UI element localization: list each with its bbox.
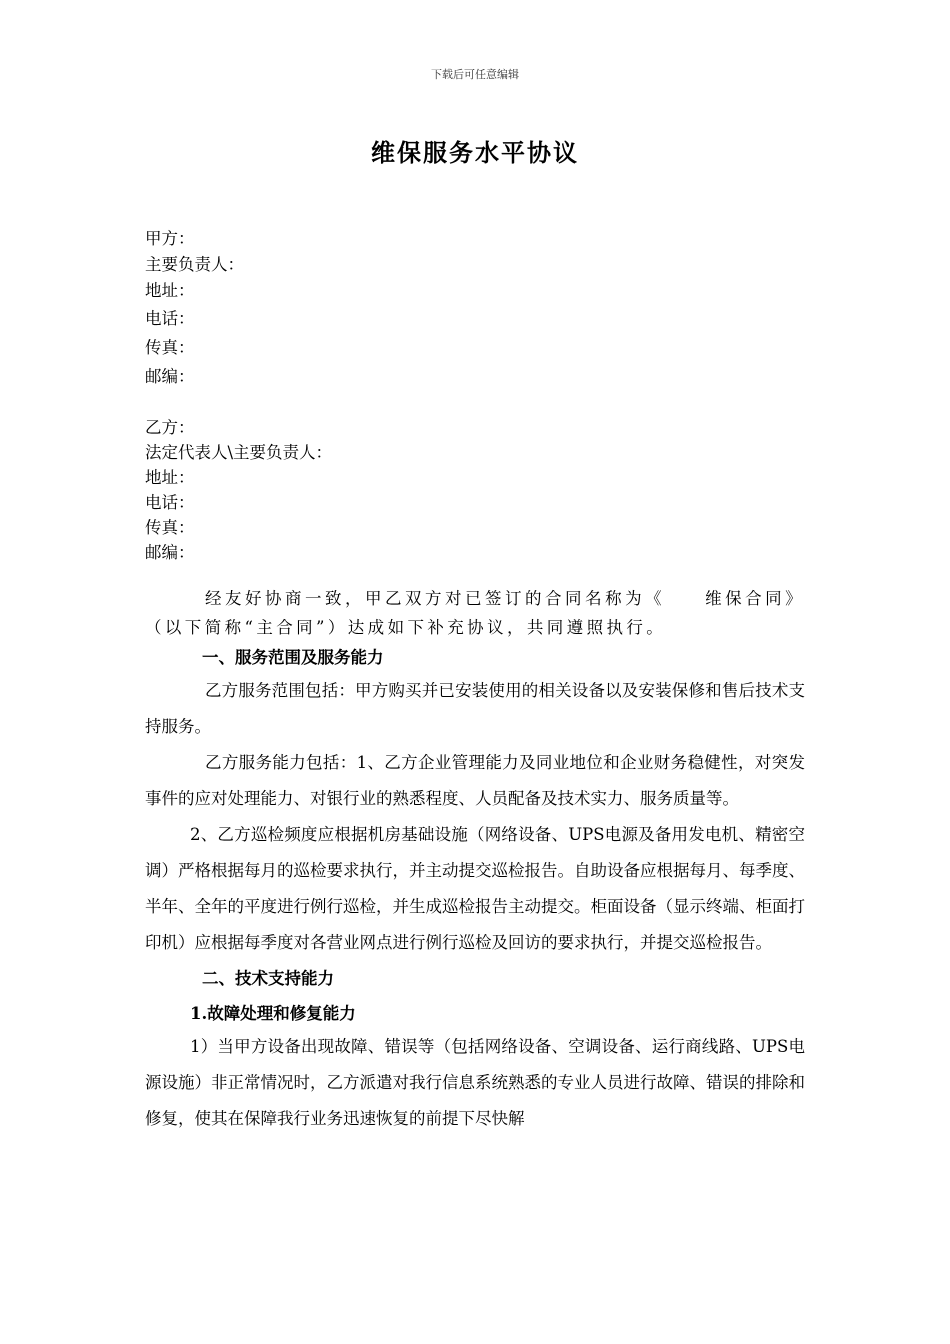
party-a-name-label: 甲方： xyxy=(145,229,195,248)
party-b-postcode-label: 邮编： xyxy=(145,543,195,562)
party-b-fax-label: 传真： xyxy=(145,518,195,537)
document-title: 维保服务水平协议 xyxy=(371,138,579,167)
section-2-heading: 二、技术支持能力 xyxy=(202,969,334,988)
party-b-info xyxy=(145,415,810,565)
party-a-postcode-label: 邮编： xyxy=(145,367,195,386)
fault-handling-paragraph: 1）当甲方设备出现故障、错误等（包括网络设备、空调设备、运行商线路、UPS电源设施）非正常情况时，乙方派遣对我行信息系统熟悉的专业人员进行故障、错误的排除和修复，使其在保障我行业务迅速恢复的前提下尽快解 xyxy=(145,1037,805,1128)
party-b-phone-label: 电话： xyxy=(145,493,195,512)
party-a-address-label: 地址： xyxy=(145,281,195,300)
service-scope-paragraph: 乙方服务范围包括：甲方购买并已安装使用的相关设备以及安装保修和售后技术支持服务。 xyxy=(145,681,805,736)
party-b-name-label: 乙方： xyxy=(145,418,195,437)
service-capability-paragraph: 乙方服务能力包括：1、乙方企业管理能力及同业地位和企业财务稳健性，对突发事件的应对处理能力、对银行业的熟悉程度、人员配备及技术实力、服务质量等。 xyxy=(145,753,805,808)
party-a-phone-label: 电话： xyxy=(145,309,195,328)
party-b-representative-label: 法定代表人\主要负责人： xyxy=(145,443,333,462)
inspection-frequency-paragraph: 2、乙方巡检频度应根据机房基础设施（网络设备、UPS电源及备用发电机、精密空调）严格根据每月的巡检要求执行，并主动提交巡检报告。自助设备应根据每月、每季度、半年、全年的平度进行例行巡检，并生成巡检报告主动提交。柜面设备（显示终端、柜面打印机）应根据每季度对各营业网点进行例行巡检及回访的要求执行，并提交巡检报告。 xyxy=(145,825,805,952)
document-body xyxy=(145,584,805,1137)
header-watermark: 下载后可任意编辑 xyxy=(431,68,519,81)
party-b-address-label: 地址： xyxy=(145,468,195,487)
party-a-principal-label: 主要负责人： xyxy=(145,255,244,274)
party-a-info xyxy=(145,226,810,391)
section-1-heading: 一、服务范围及服务能力 xyxy=(202,648,384,667)
intro-paragraph: 经友好协商一致，甲乙双方对已签订的合同名称为《 维保合同》（以下简称“主合同”）达成如下补充协议，共同遵照执行。 xyxy=(145,589,805,637)
subsection-1-heading: 1.故障处理和修复能力 xyxy=(190,1004,356,1023)
party-a-fax-label: 传真： xyxy=(145,338,195,357)
